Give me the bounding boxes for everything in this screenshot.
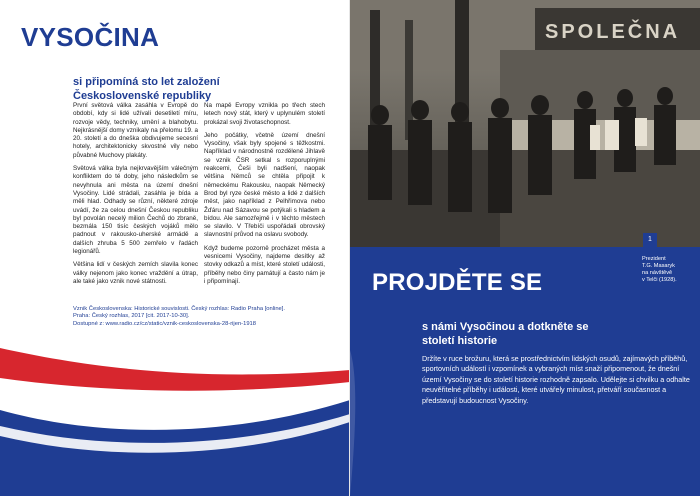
caption-line: na návštěvě <box>642 270 673 276</box>
paragraph: První světová válka zasáhla v Evropě do období, kdy si lidé užívali desetiletí míru, rozvoje vědy, techniky, umění a blahobytu. Nejkrásnější domy vznikaly na přelomu 19. a 20. století a do dneška obdivujeme secesní hotely, architektonicky skvostné vily nebo půvabné Muchovy plakáty. <box>73 102 198 159</box>
flag-swoosh-graphic <box>350 330 700 496</box>
text-column-1 <box>73 102 198 291</box>
source-line: Dostupné z: www.radio.cz/cz/static/vznik-ceskoslovenska-28-rijen-1918 <box>73 320 256 327</box>
photo-banner-text: SPOLEČNA <box>545 21 681 43</box>
subtitle-line: si připomíná sto let založení <box>73 76 220 88</box>
caption-line: T.G. Masaryk <box>642 263 675 269</box>
subtitle <box>73 75 313 103</box>
text-column-2 <box>204 102 325 291</box>
flag-swoosh-graphic <box>0 318 350 496</box>
paragraph: Jeho počátky, včetně území dnešní Vysočiny, však byly spojené s těžkostmi. Například v národnostně rozdělené Jihlavě se vznik ČSR setkal s rozporuplnými reakcemi, Češi byli nadšení, naopak většina Němců se chtěla připojit k německému Rakousku, naopak Německý Brod byl ryze české město a lidé z dalších měst, jako například z Pelhřimova nebo Žďáru nad Sázavou se potýkali s hladem a bídou. Ale samozřejmě i v těchto městech se slavilo. V Třebíči uspořádali obrovský slavnostní průvod na oslavu svobody. <box>204 131 325 239</box>
source-line: Vznik Československa: Historické souvislosti. Český rozhlas: Radio Praha [online]. <box>73 306 285 312</box>
caption-line: Prezident <box>642 256 666 262</box>
subheading-line: století historie <box>422 335 498 347</box>
paragraph: Na mapě Evropy vznikla po třech stech letech nový stát, který v uplynulém století prokázal svoji životaschopnost. <box>204 102 325 126</box>
subheading-line: s námi Vysočinou a dotkněte se <box>422 321 589 333</box>
page-title: VYSOČINA <box>21 22 160 52</box>
historical-photo <box>350 0 700 247</box>
intro-paragraph: Držíte v ruce brožuru, která se prostřednictvím lidských osudů, zajímavých příběhů, sportovních událostí i vzpomínek a vybraných míst snaží připomenout, že dnešní území Vysočiny se do století historie rozhodně zapsalo. Udělejte si chvilku a odhalte neuvěřitelné příběhy i události, které utvářely minulost, přetváří současnost a představují budoucnost Vysočiny. <box>422 354 690 405</box>
section-title: PROJDĚTE SE <box>372 269 543 296</box>
paragraph: Když budeme pozorně procházet města a vesnicemi Vysočiny, najdeme desítky až stovky odkazů a míst, které století události, příběhy nebo činy památují a často nám je i připomínají. <box>204 244 325 285</box>
right-page <box>350 0 700 496</box>
subtitle-line: Československé republiky <box>73 90 212 102</box>
photo-caption <box>642 256 698 284</box>
paragraph: Většina lidí v českých zemích slavila konec války nejenom jako konec vraždění a útrap, ale také jako vznik nové státnosti. <box>73 261 198 285</box>
caption-line: v Telči (1928). <box>642 277 677 283</box>
swoosh-white-band <box>350 350 355 496</box>
paragraph: Světová válka byla nejkrvavějším válečným konfliktem do té doby, jeho následkům se nevyhnula ani města na území dnešní Vysočiny. Lidé strádali, zasáhla je bída a měli hlad. Odhady se různí, některé zdroje uvádí, že za celou dnešní Českou republiku byl povolán necelý milion Čechů do zbraně, bezmála 150 tisíc českých vojáků mělo padnout v rakousko-uherské armádě a dalších zhruba 5 500 zemřelo v řadách legionářů. <box>73 165 198 256</box>
photo-number-badge: 1 <box>643 233 657 247</box>
source-line: Praha: Český rozhlas, 2017 [cit. 2017-10-30]. <box>73 313 190 320</box>
